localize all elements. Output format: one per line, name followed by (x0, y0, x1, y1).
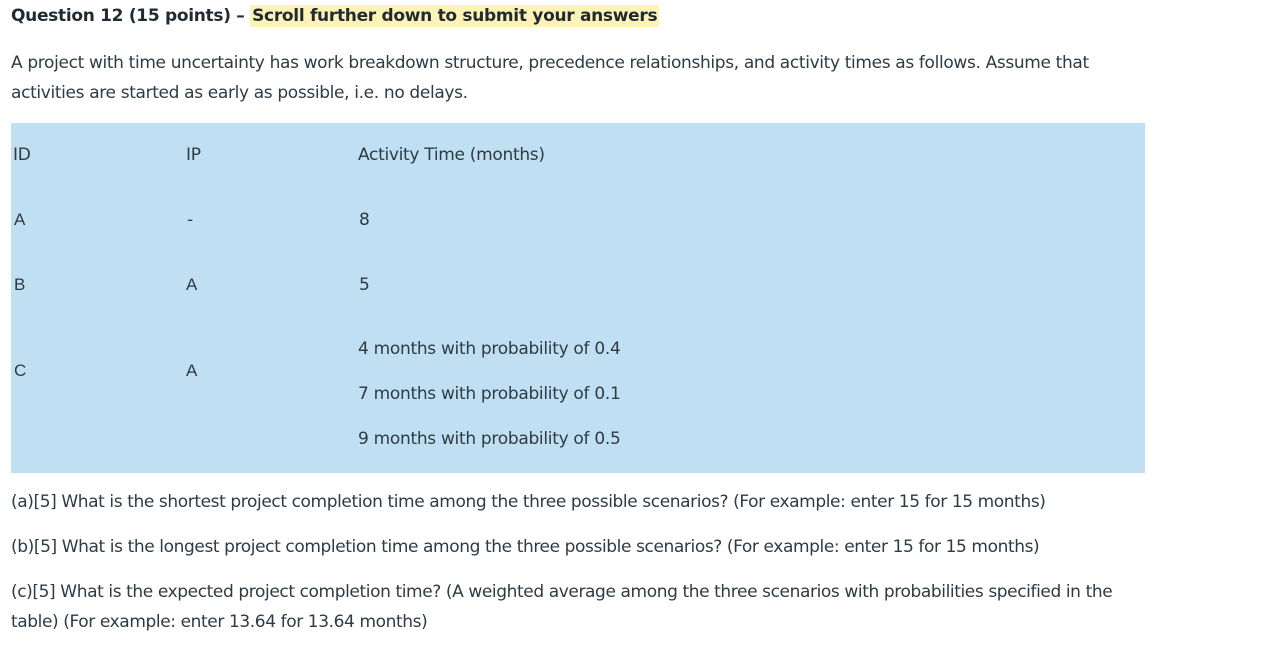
row-c-time-option: 7 months with probability of 0.1 (358, 384, 621, 404)
row-c-ip: A (186, 361, 198, 380)
question-part-b: (b)[5] What is the longest project completion time among the three possible scenarios? (For example: enter 15 for 15 months) (11, 537, 1040, 557)
row-c-time-option: 9 months with probability of 0.5 (358, 429, 621, 449)
question-intro: A project with time uncertainty has work breakdown structure, precedence relationships, and activity times as follows. Assume that activities are started as early as possible, i.e. no delays. (11, 53, 1089, 103)
question-title (11, 6, 659, 26)
activity-table (11, 123, 1145, 473)
question-title-text: Question 12 (15 points) – (11, 6, 251, 26)
header-id: ID (13, 145, 31, 165)
row-b-ip: A (186, 275, 198, 294)
row-a-id: A (14, 210, 26, 229)
row-c-id: C (14, 361, 26, 380)
row-b-id: B (14, 275, 26, 294)
row-b-time: 5 (359, 275, 370, 295)
question-part-a: (a)[5] What is the shortest project completion time among the three possible scenarios? (For example: enter 15 for 15 months) (11, 492, 1046, 512)
header-activity-time: Activity Time (months) (358, 145, 545, 165)
scroll-instruction-highlight: Scroll further down to submit your answers (252, 6, 658, 26)
row-a-ip: - (187, 210, 193, 230)
header-ip: IP (186, 145, 201, 165)
row-c-time-option: 4 months with probability of 0.4 (358, 339, 621, 359)
row-a-time: 8 (359, 210, 370, 230)
question-part-c: (c)[5] What is the expected project completion time? (A weighted average among the three scenarios with probabilities specified in the table) (For example: enter 13.64 for 13.64 months) (11, 582, 1113, 632)
